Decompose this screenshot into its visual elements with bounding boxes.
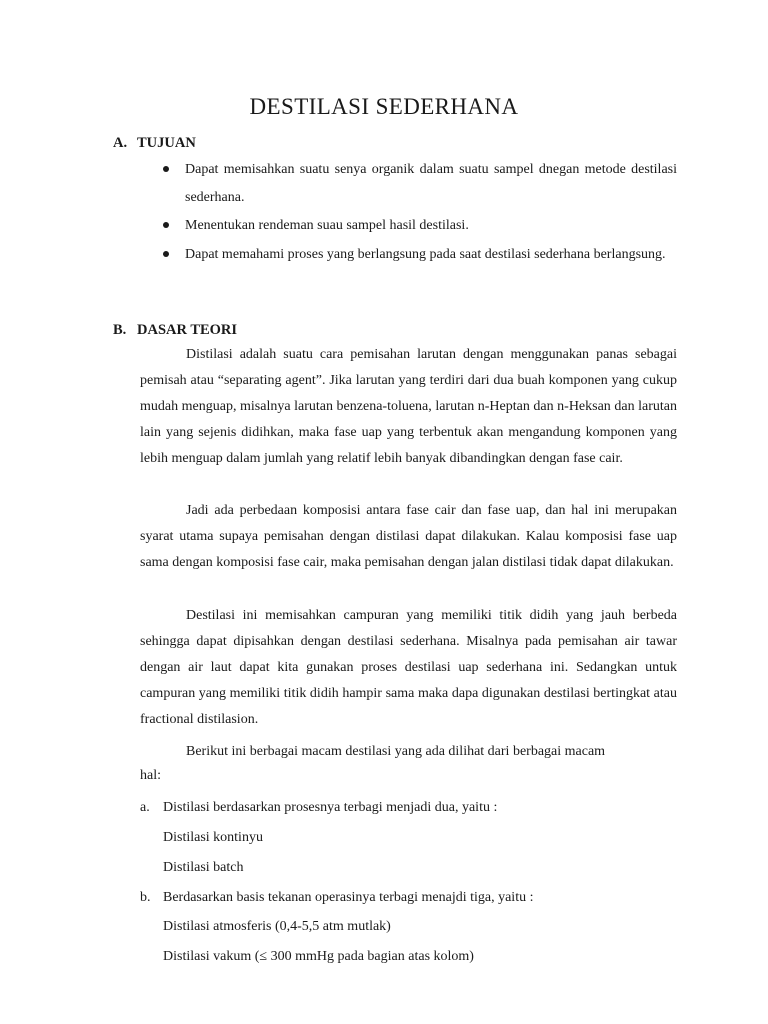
section-b-title: DASAR TEORI	[137, 322, 238, 338]
types-intro-line: Berikut ini berbagai macam destilasi yang ada dilihat dari berbagai macam	[186, 744, 606, 759]
section-b-heading	[113, 320, 237, 340]
objective-text: Menentukan rendeman suau sampel hasil destilasi.	[185, 218, 469, 233]
sub-item: Distilasi batch	[163, 860, 244, 875]
bullet-dot-icon	[163, 222, 169, 228]
objective-item	[163, 156, 677, 211]
list-marker: b.	[140, 890, 151, 905]
section-a-heading	[113, 133, 196, 153]
objective-item	[163, 212, 677, 240]
list-item-text: Distilasi berdasarkan prosesnya terbagi menjadi dua, yaitu :	[163, 800, 498, 815]
theory-paragraph: Distilasi adalah suatu cara pemisahan larutan dengan menggunakan panas sebagai pemisah atau “separating agent”. Jika larutan yang terdiri dari dua buah komponen yang cukup mudah menguap, misalnya larutan benzena-toluena, larutan n-Heptan dan n-Heksan dan larutan lain yang sejenis didihkan, maka fase uap yang terbentuk akan mengandung komponen yang lebih menguap dalam jumlah yang relatif lebih banyak dibandingkan dengan fase cair.	[140, 347, 677, 466]
theory-paragraph: Destilasi ini memisahkan campuran yang memiliki titik didih yang jauh berbeda sehingga dapat dipisahkan dengan destilasi sederhana. Misalnya pada pemisahan air tawar dengan air laut dapat kita gunakan proses destilasi uap sederhana ini. Sedangkan untuk campuran yang memiliki titik didih hampir sama maka dapa digunakan destilasi bertingkat atau fractional distilasion.	[140, 608, 677, 727]
list-item-text: Berdasarkan basis tekanan operasinya terbagi menajdi tiga, yaitu :	[163, 890, 534, 905]
objectives-list	[163, 156, 677, 268]
section-b-letter: B.	[113, 322, 127, 338]
types-intro-line: hal:	[140, 768, 161, 783]
sub-item: Distilasi kontinyu	[163, 830, 263, 845]
sub-item: Distilasi atmosferis (0,4-5,5 atm mutlak)	[163, 919, 391, 934]
bullet-dot-icon	[163, 251, 169, 257]
objective-item	[163, 241, 677, 269]
section-a-letter: A.	[113, 135, 128, 151]
document-title: DESTILASI SEDERHANA	[249, 94, 519, 119]
theory-paragraph: Jadi ada perbedaan komposisi antara fase cair dan fase uap, dan hal ini merupakan syarat utama supaya pemisahan dengan distilasi dapat dilakukan. Kalau komposisi fase uap sama dengan komposisi fase cair, maka pemisahan dengan jalan distilasi tidak dapat dilakukan.	[140, 503, 677, 570]
list-marker: a.	[140, 800, 150, 815]
objective-text: Dapat memahami proses yang berlangsung pada saat destilasi sederhana berlangsung.	[185, 246, 666, 262]
sub-item: Distilasi vakum (≤ 300 mmHg pada bagian atas kolom)	[163, 949, 474, 964]
bullet-dot-icon	[163, 166, 169, 172]
section-a-title: TUJUAN	[137, 135, 196, 151]
objective-text: Dapat memisahkan suatu senya organik dalam suatu sampel dnegan metode destilasi sederhana.	[185, 162, 677, 205]
